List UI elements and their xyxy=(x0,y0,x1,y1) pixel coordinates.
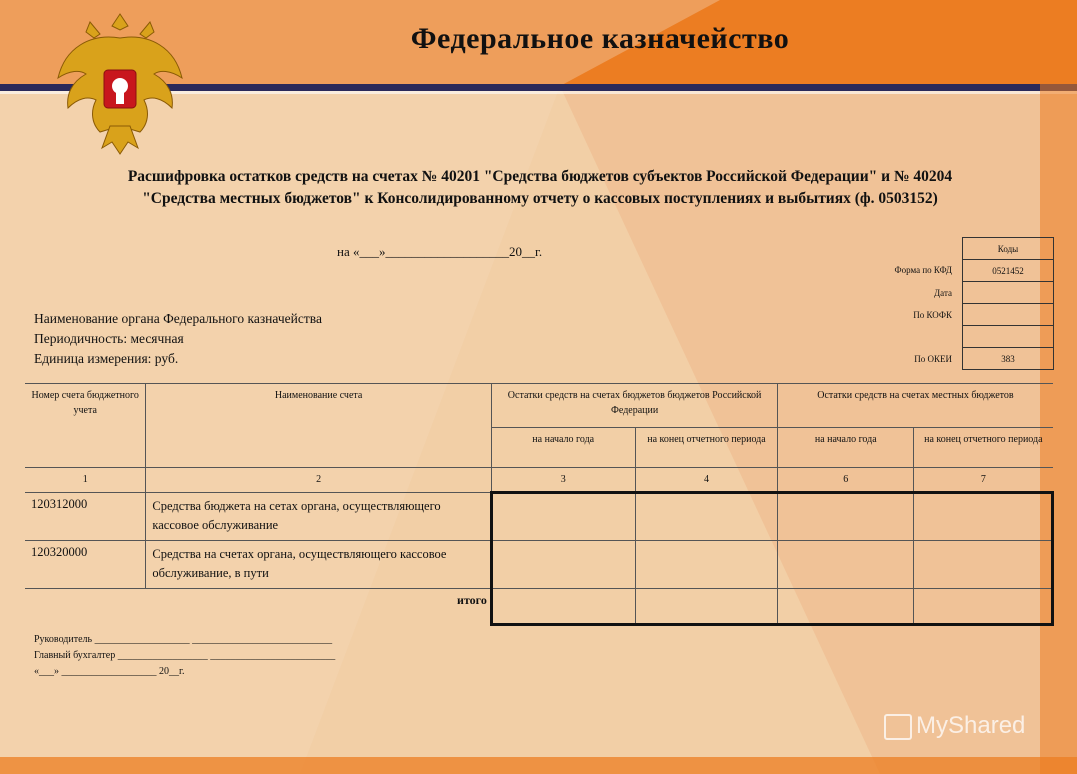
total-value-cell[interactable] xyxy=(778,589,914,625)
date-code-value xyxy=(963,282,1054,304)
total-value-cell[interactable] xyxy=(914,589,1053,625)
row-value-cell[interactable] xyxy=(635,541,778,589)
row-account-number: 120320000 xyxy=(25,541,146,589)
header-account-no: Номер счета бюджетного учета xyxy=(25,384,146,468)
form-code-label: Форма по КФД xyxy=(894,265,952,275)
okei-code-value: 383 xyxy=(963,348,1054,370)
signature-accountant: Главный бухгалтер __________________ _________________________ xyxy=(34,650,336,661)
header-subjects-start: на начало года xyxy=(491,428,635,468)
periodicity-label: Периодичность: месячная xyxy=(34,331,184,346)
row-account-number: 120312000 xyxy=(25,493,146,541)
coat-of-arms-emblem xyxy=(50,8,190,160)
signature-date: «___» ___________________ 20__г. xyxy=(34,666,185,677)
report-date-line: на «___»___________________20__г. xyxy=(337,244,543,259)
header-group-subjects: Остатки средств на счетах бюджетов бюджетов Российской Федерации xyxy=(491,384,778,428)
signature-head: Руководитель ___________________ ____________________________ xyxy=(34,634,333,645)
col-number: 4 xyxy=(635,468,778,493)
monitor-icon xyxy=(884,714,912,740)
total-label: итого xyxy=(457,593,487,607)
header-subjects-end: на конец отчетного периода xyxy=(635,428,778,468)
org-name-label: Наименование органа Федерального казначейства xyxy=(34,311,322,326)
col-number: 3 xyxy=(491,468,635,493)
total-spacer xyxy=(25,589,146,625)
row-account-name: Средства на счетах органа, осуществляющего кассовое обслуживание, в пути xyxy=(146,541,491,589)
row-value-cell[interactable] xyxy=(635,493,778,541)
table-row xyxy=(25,493,1053,541)
watermark-logo xyxy=(884,712,1025,740)
codes-table xyxy=(962,237,1054,370)
balances-table xyxy=(25,383,1054,626)
total-value-cell[interactable] xyxy=(635,589,778,625)
document-heading-line-2: "Средства местных бюджетов" к Консолидированному отчету о кассовых поступлениях и выбытиях (ф. 0503152) xyxy=(142,190,938,207)
total-row xyxy=(25,589,1053,625)
table-row xyxy=(25,541,1053,589)
row-value-cell[interactable] xyxy=(914,541,1053,589)
unit-label: Единица измерения: руб. xyxy=(34,351,179,366)
watermark-text: MyShared xyxy=(916,712,1026,739)
document-heading-line-1: Расшифровка остатков средств на счетах № 40201 "Средства бюджетов субъектов Российской Федерации" и № 40204 xyxy=(127,168,953,185)
col-number: 6 xyxy=(778,468,914,493)
col-number: 7 xyxy=(914,468,1053,493)
codes-header: Коды xyxy=(963,238,1054,260)
header-local-end: на конец отчетного периода xyxy=(914,428,1053,468)
header-account-name: Наименование счета xyxy=(146,384,491,468)
col-number: 2 xyxy=(146,468,491,493)
col-number: 1 xyxy=(25,468,146,493)
row-value-cell[interactable] xyxy=(914,493,1053,541)
document-heading xyxy=(30,166,1050,210)
row-value-cell[interactable] xyxy=(778,541,914,589)
page-title: Федеральное казначейство xyxy=(410,22,790,55)
form-code-value: 0521452 xyxy=(963,260,1054,282)
row-value-cell[interactable] xyxy=(491,493,635,541)
total-value-cell[interactable] xyxy=(491,589,635,625)
kofk-code-extra xyxy=(963,326,1054,348)
header-local-start: на начало года xyxy=(778,428,914,468)
kofk-code-value xyxy=(963,304,1054,326)
row-value-cell[interactable] xyxy=(778,493,914,541)
kofk-code-label: По КОФК xyxy=(913,310,952,320)
row-account-name: Средства бюджета на сетах органа, осуществляющего кассовое обслуживание xyxy=(146,493,491,541)
header-group-local: Остатки средств на счетах местных бюджетов xyxy=(778,384,1053,428)
okei-code-label: По ОКЕИ xyxy=(914,354,952,364)
row-value-cell[interactable] xyxy=(491,541,635,589)
date-code-label: Дата xyxy=(934,288,952,298)
